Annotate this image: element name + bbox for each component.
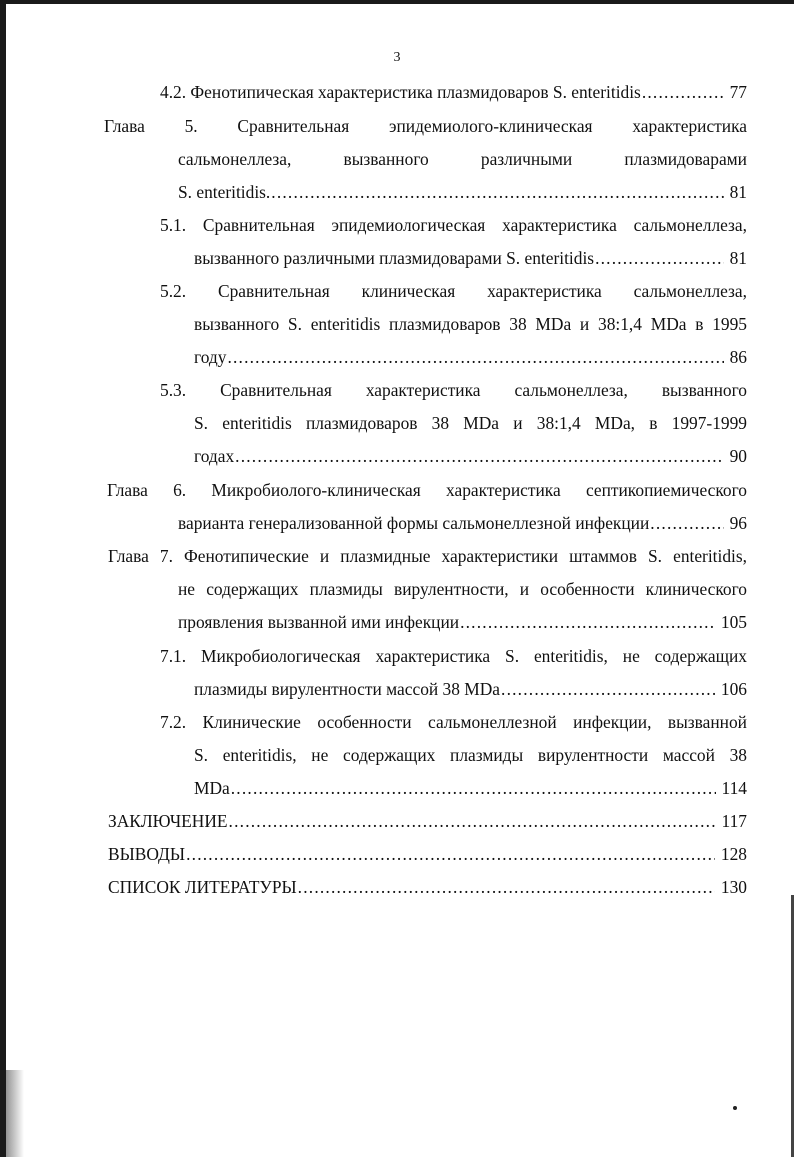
dot-leader <box>650 512 723 534</box>
toc-chapter-6-line-2 <box>178 512 747 534</box>
dot-leader <box>642 81 724 103</box>
toc-chapter-5-line-3 <box>178 181 747 203</box>
toc-entry-5-2-line-2: вызванного S. enteritidis плазмидоваров 38 MDa и 38:1,4 MDa в 1995 <box>194 314 747 334</box>
toc-entry-page: 117 <box>721 811 747 831</box>
toc-entry-references <box>108 876 747 898</box>
toc-entry-5-1-line-2 <box>194 247 747 269</box>
toc-entry-findings <box>108 843 747 865</box>
toc-entry-7-1-line-2 <box>194 678 747 700</box>
toc-entry-page: 114 <box>721 778 747 798</box>
toc-entry-5-3-line-3 <box>194 445 747 467</box>
toc-entry-label: ВЫВОДЫ <box>108 844 186 864</box>
toc-entry-label: S. enteritidis. <box>178 182 271 202</box>
toc-chapter-6-line-1: Глава 6. Микробиолого-клиническая характеристика септикопиемического <box>107 480 747 500</box>
dot-leader <box>227 346 723 368</box>
toc-entry-5-2-line-1: 5.2. Сравнительная клиническая характеристика сальмонеллеза, <box>160 281 747 301</box>
page-number: 3 <box>393 50 401 65</box>
toc-chapter-7-line-1: Глава 7. Фенотипические и плазмидные характеристики штаммов S. enteritidis, <box>108 546 747 566</box>
toc-entry-label: 4.2. Фенотипическая характеристика плазмидоваров S. enteritidis <box>160 82 641 102</box>
toc-chapter-5-line-2: сальмонеллеза, вызванного различными плазмидоварами <box>178 149 747 169</box>
toc-entry-7-2-line-1: 7.2. Клинические особенности сальмонеллезной инфекции, вызванной <box>160 712 747 732</box>
toc-entry-label: годах <box>194 446 235 466</box>
toc-entry-page: 130 <box>720 877 747 897</box>
dot-leader <box>235 445 723 467</box>
toc-entry-7-2-line-2: S. enteritidis, не содержащих плазмиды вирулентности массой 38 <box>194 745 747 765</box>
toc-entry-4-2 <box>160 81 747 103</box>
toc-chapter-7-line-3 <box>178 611 747 633</box>
dot-leader <box>271 181 723 203</box>
toc-entry-page: 105 <box>720 612 747 632</box>
dot-leader <box>501 678 715 700</box>
dot-leader <box>460 611 715 633</box>
dot-leader <box>186 843 715 865</box>
toc-entry-5-3-line-2: S. enteritidis плазмидоваров 38 MDa и 38:1,4 MDa, в 1997-1999 <box>194 413 747 433</box>
toc-chapter-5-line-1: Глава 5. Сравнительная эпидемиолого-клиническая характеристика <box>104 116 747 136</box>
toc-entry-label: MDa <box>194 778 230 798</box>
toc-entry-label: СПИСОК ЛИТЕРАТУРЫ <box>108 877 297 897</box>
toc-entry-page: 128 <box>720 844 747 864</box>
toc-entry-page: 81 <box>729 248 747 268</box>
toc-entry-label: проявления вызванной ими инфекции <box>178 612 460 632</box>
stray-dot <box>733 1106 737 1110</box>
toc-entry-label: году <box>194 347 227 367</box>
toc-entry-page: 96 <box>729 513 747 533</box>
toc-entry-page: 90 <box>729 446 747 466</box>
toc-entry-page: 77 <box>729 82 747 102</box>
dot-leader <box>231 777 716 799</box>
toc-entry-label: вызванного различными плазмидоварами S. enteritidis <box>194 248 595 268</box>
toc-entry-page: 106 <box>720 679 747 699</box>
toc-entry-page: 86 <box>729 347 747 367</box>
dot-leader <box>298 876 715 898</box>
toc-entry-7-2-line-3 <box>194 777 747 799</box>
toc-entry-5-2-line-3 <box>194 346 747 368</box>
toc-entry-label: плазмиды вирулентности массой 38 MDa <box>194 679 501 699</box>
toc-entry-label: ЗАКЛЮЧЕНИЕ <box>108 811 228 831</box>
toc-entry-label: варианта генерализованной формы сальмонеллезной инфекции <box>178 513 650 533</box>
toc-chapter-7-line-2: не содержащих плазмиды вирулентности, и особенности клинического <box>178 579 747 599</box>
dot-leader <box>595 247 724 269</box>
toc-entry-conclusion <box>108 810 747 832</box>
toc-entry-page: 81 <box>729 182 747 202</box>
toc-entry-5-3-line-1: 5.3. Сравнительная характеристика сальмонеллеза, вызванного <box>160 380 747 400</box>
toc-entry-7-1-line-1: 7.1. Микробиологическая характеристика S. enteritidis, не содержащих <box>160 646 747 666</box>
dot-leader <box>229 810 716 832</box>
toc-entry-5-1-line-1: 5.1. Сравнительная эпидемиологическая характеристика сальмонеллеза, <box>160 215 747 235</box>
